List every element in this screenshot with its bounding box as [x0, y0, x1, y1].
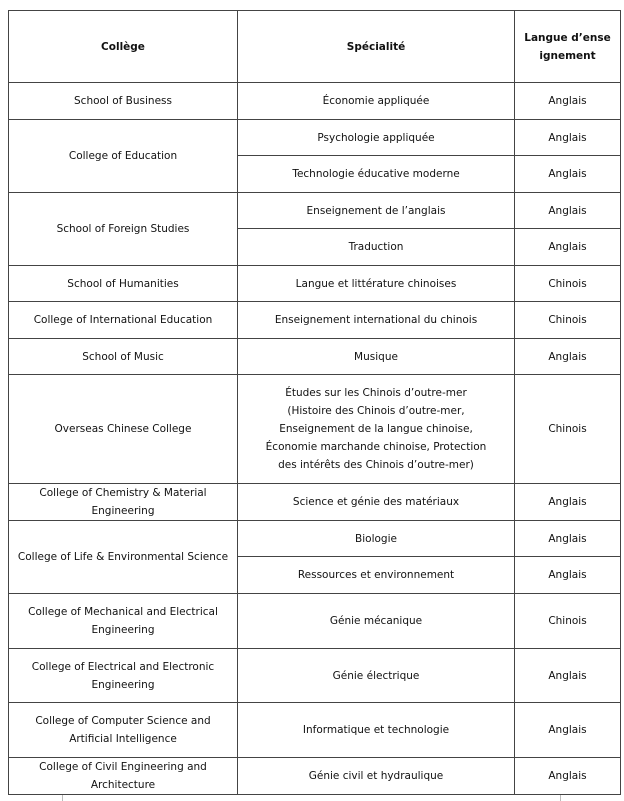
table-row: [9, 83, 621, 120]
college-cell: Overseas Chinese College: [9, 375, 238, 484]
language-cell: Anglais: [515, 758, 621, 795]
language-cell: Anglais: [515, 703, 621, 758]
table-row: [9, 193, 621, 229]
speciality-cell: Économie appliquée: [238, 83, 515, 120]
language-cell: Anglais: [515, 557, 621, 594]
college-cell: College of Computer Science and Artificial Intelligence: [9, 703, 238, 758]
college-cell: College of Chemistry & Material Engineering: [9, 484, 238, 521]
table-row: [9, 120, 621, 156]
college-cell: College of Life & Environmental Science: [9, 521, 238, 594]
speciality-cell: Génie électrique: [238, 649, 515, 703]
language-cell: Anglais: [515, 521, 621, 557]
college-cell: College of International Education: [9, 302, 238, 339]
language-cell: Chinois: [515, 594, 621, 649]
speciality-cell: Génie mécanique: [238, 594, 515, 649]
speciality-cell: Informatique et technologie: [238, 703, 515, 758]
speciality-cell: Psychologie appliquée: [238, 120, 515, 156]
speciality-cell: Technologie éducative moderne: [238, 156, 515, 193]
table-row: [9, 266, 621, 302]
header-college: Collège: [9, 11, 238, 83]
page-edge-mark-left: [62, 795, 63, 801]
speciality-cell: Génie civil et hydraulique: [238, 758, 515, 795]
college-cell: College of Education: [9, 120, 238, 193]
college-cell: School of Humanities: [9, 266, 238, 302]
table-row: [9, 521, 621, 557]
table-row: [9, 594, 621, 649]
college-cell: College of Civil Engineering and Architecture: [9, 758, 238, 795]
header-language: Langue d’enseignement: [515, 11, 621, 83]
language-cell: Anglais: [515, 193, 621, 229]
table-row: [9, 703, 621, 758]
language-cell: Anglais: [515, 339, 621, 375]
speciality-cell: Traduction: [238, 229, 515, 266]
header-speciality: Spécialité: [238, 11, 515, 83]
programs-table: [8, 10, 621, 795]
language-cell: Anglais: [515, 484, 621, 521]
college-cell: School of Music: [9, 339, 238, 375]
language-cell: Anglais: [515, 229, 621, 266]
language-cell: Chinois: [515, 375, 621, 484]
speciality-cell: Enseignement international du chinois: [238, 302, 515, 339]
speciality-cell: Science et génie des matériaux: [238, 484, 515, 521]
speciality-cell: [238, 375, 515, 484]
speciality-cell: Ressources et environnement: [238, 557, 515, 594]
language-cell: Anglais: [515, 156, 621, 193]
language-cell: Anglais: [515, 83, 621, 120]
language-cell: Chinois: [515, 266, 621, 302]
table-row: [9, 375, 621, 484]
table-row: [9, 302, 621, 339]
header-row: [9, 11, 621, 83]
table-row: [9, 339, 621, 375]
language-cell: Anglais: [515, 120, 621, 156]
speciality-cell: Biologie: [238, 521, 515, 557]
table-row: [9, 758, 621, 795]
language-cell: Chinois: [515, 302, 621, 339]
speciality-cell: Enseignement de l’anglais: [238, 193, 515, 229]
college-cell: College of Electrical and Electronic Engineering: [9, 649, 238, 703]
table-row: [9, 484, 621, 521]
speciality-cell: Langue et littérature chinoises: [238, 266, 515, 302]
table-row: [9, 649, 621, 703]
page-edge-mark-right: [560, 795, 561, 801]
college-cell: School of Business: [9, 83, 238, 120]
speciality-cell: Musique: [238, 339, 515, 375]
speciality-detail: (Histoire des Chinois d’outre-mer, Enseignement de la langue chinoise, Économie marchande chinoise, Protection des intérêts des Chinois d’outre-mer): [265, 405, 487, 471]
speciality-title: Études sur les Chinois d’outre-mer: [285, 387, 467, 399]
college-cell: College of Mechanical and Electrical Engineering: [9, 594, 238, 649]
college-cell: School of Foreign Studies: [9, 193, 238, 266]
language-cell: Anglais: [515, 649, 621, 703]
